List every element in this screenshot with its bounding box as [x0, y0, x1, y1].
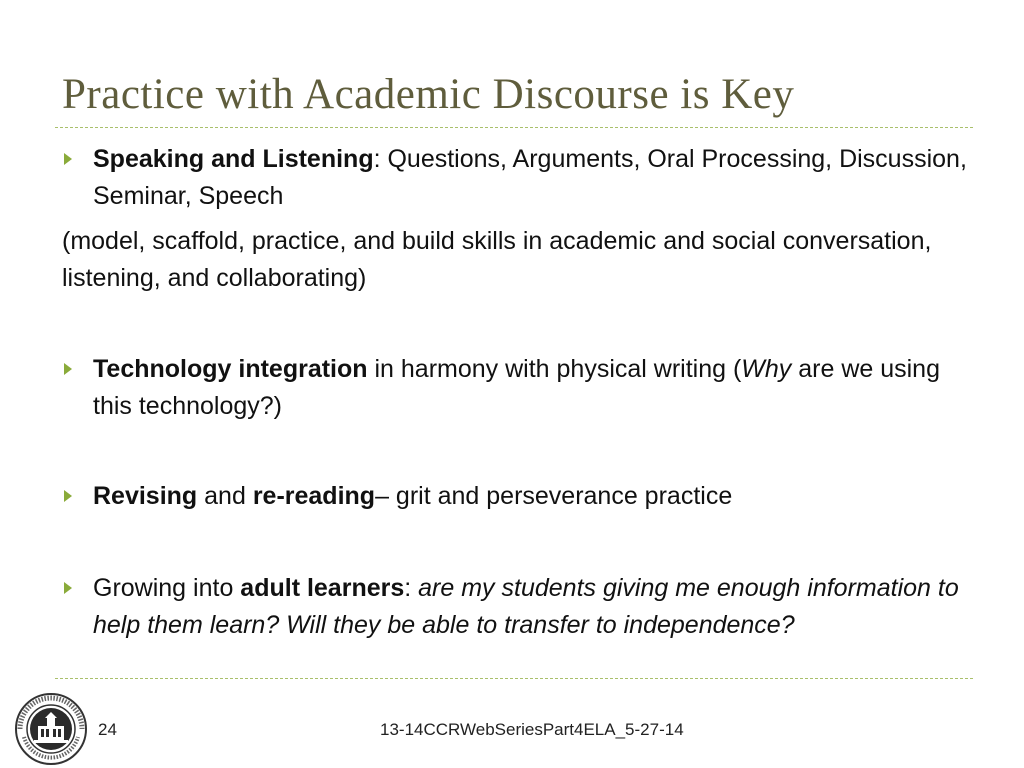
state-seal-icon: [14, 692, 88, 766]
bullet-text: [93, 351, 967, 425]
bullet-adult-learners: [62, 570, 967, 644]
bullet-body: and: [197, 482, 253, 510]
bullet-body-mid: :: [404, 574, 419, 602]
slide-title: Practice with Academic Discourse is Key: [62, 71, 795, 118]
bullet-text: [93, 141, 967, 215]
bullet-bold-term: Technology integration: [93, 355, 368, 383]
bullet-body-after: – grit and perseverance practice: [375, 482, 733, 510]
bullet-bold-term: Revising: [93, 482, 198, 510]
bullet-text: [93, 570, 967, 644]
bullet-bold-term: adult learners: [240, 574, 405, 602]
bullet-italic-question: are my students giving me enough information to help them learn? Will they be able to transfer to independence?: [93, 574, 959, 639]
footer-file-label: 13-14CCRWebSeriesPart4ELA_5-27-14: [380, 720, 684, 739]
bullet-body: Growing into: [93, 574, 241, 602]
bullet-bold-term: Speaking and Listening: [93, 145, 374, 173]
footer-divider: [55, 678, 973, 679]
bullet-bold-term-2: re-reading: [252, 482, 376, 510]
bullet-italic-term: Why: [741, 355, 792, 383]
bullet-arrow-icon: [64, 490, 72, 502]
bullet-text: [93, 478, 967, 515]
bullet-body: : Questions, Arguments, Oral Processing, Discussion, Seminar, Speech: [93, 145, 967, 210]
bullet-speaking-listening: [62, 141, 967, 215]
page-number: 24: [98, 720, 117, 739]
bullet-arrow-icon: [64, 582, 72, 594]
bullet-arrow-icon: [64, 363, 72, 375]
bullet-technology-integration: [62, 351, 967, 425]
bullet-body-after: are we using this technology?): [93, 355, 940, 420]
note-paragraph: (model, scaffold, practice, and build skills in academic and social conversation, listening, and collaborating): [62, 227, 932, 292]
bullet-revising: [62, 478, 967, 515]
bullet-body: in harmony with physical writing (: [367, 355, 742, 383]
title-divider: [55, 127, 973, 128]
bullet-arrow-icon: [64, 153, 72, 165]
